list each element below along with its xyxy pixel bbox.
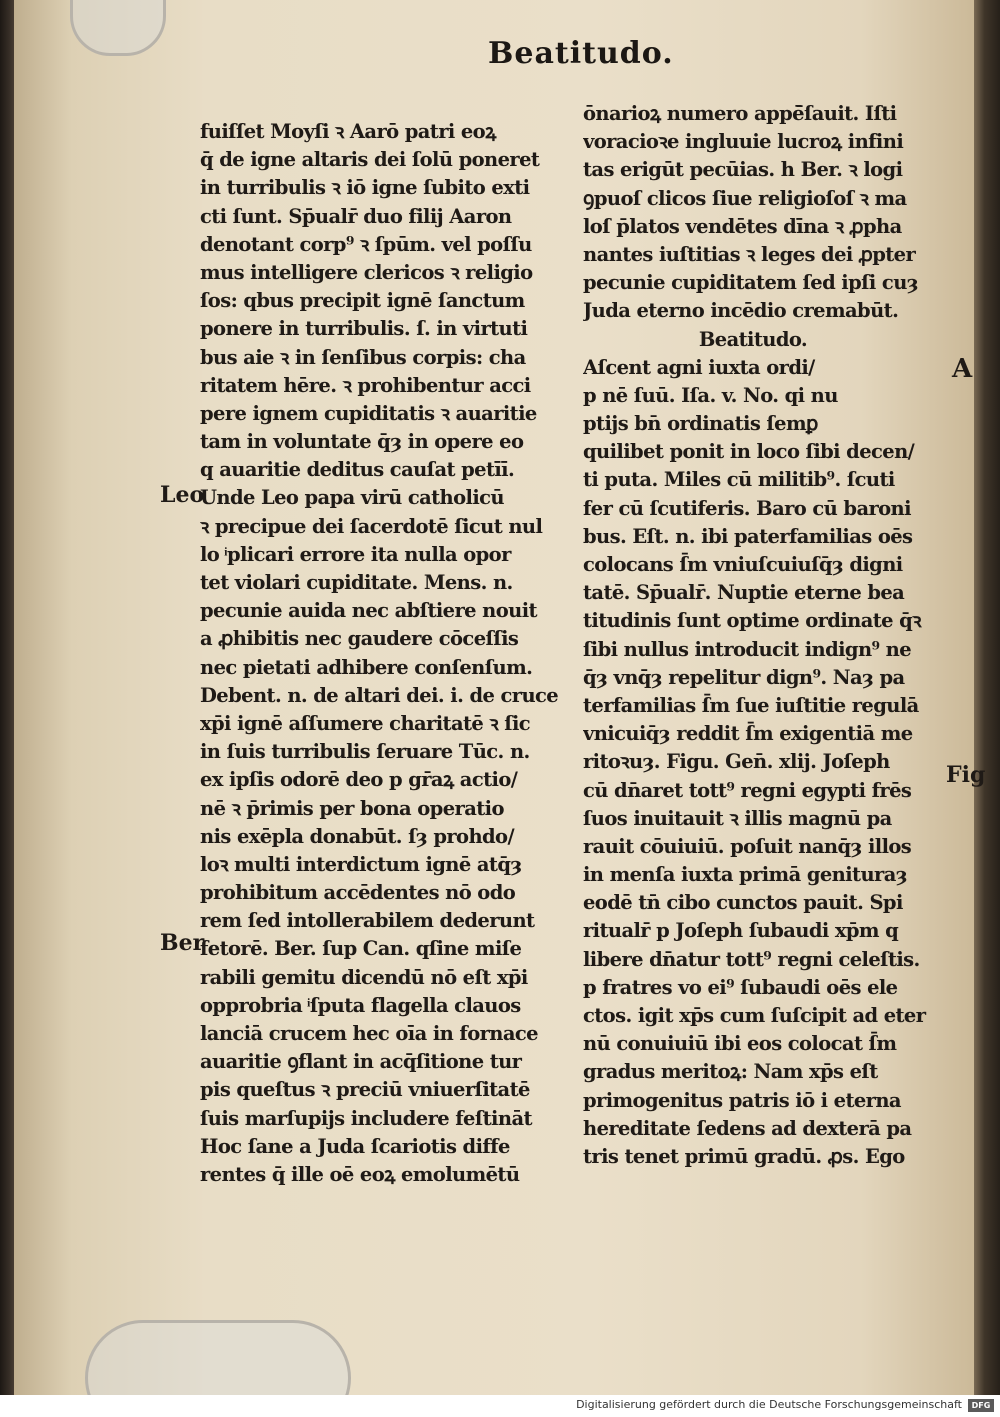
footer-credit: Digitalisierung gefördert durch die Deutsche Forschungsgemeinschaft	[576, 1398, 962, 1411]
footer-bar	[0, 1395, 1000, 1417]
text-line: Hoc ſane a Juda ſcariotis diffe	[200, 1134, 510, 1158]
text-line: opprobria ͥſputa flagella clauos	[200, 993, 521, 1017]
text-line: tam in voluntate q̄ȝ in opere eo	[200, 430, 524, 454]
running-head: Beatitudo.	[488, 36, 674, 71]
text-line: nantes iuſtitias ꝛ leges dei ꝓpter	[583, 242, 916, 266]
text-line: Aſcent agni iuxta ordi/	[583, 355, 815, 379]
text-line: cti ſunt. Sp̄ualr̄ duo filij Aaron	[200, 204, 512, 228]
text-line: fer cū ſcutiferis. Baro cū baroni	[583, 496, 911, 520]
text-line: ſuis marſupijs includere feſtināt	[200, 1106, 532, 1130]
text-line: voracioꝛe ingluuie lucroꝝ infini	[583, 130, 904, 154]
text-line: tatē. Sp̄ualr̄. Nuptie eterne bea	[583, 581, 905, 605]
left-text-column	[200, 118, 580, 1189]
text-line: in ſuis turribulis ſeruare Tūc. n.	[200, 740, 530, 764]
text-line: ſibi nullus introducit indign⁹ ne	[583, 637, 912, 661]
marginal-note-figura: Fig	[946, 762, 986, 788]
text-line: tet violari cupiditate. Mens. n.	[200, 571, 513, 594]
text-line: loſ p̄latos vendētes dīna ꝛ ꝓpha	[583, 214, 902, 238]
text-line: gradus meritoꝝ: Nam xp̄s eſt	[583, 1060, 878, 1084]
text-line: hereditate ſedens ad dexterā pa	[583, 1116, 912, 1140]
text-line: rentes q̄ ille oē eoꝝ emolumētū	[200, 1162, 520, 1186]
text-line: quilibet ponit in loco ſibi decen/	[583, 440, 915, 464]
text-line: terfamilias ſ̄m ſue iuſtitie regulā	[583, 693, 919, 717]
dfg-logo-icon: DFG	[968, 1399, 994, 1412]
right-text-column	[583, 100, 943, 1171]
marginal-note-leo: Leo	[160, 482, 205, 508]
text-line: ꝯpuoſ clicos ſiue religioſoſ ꝛ ma	[583, 186, 907, 210]
text-line: Debent. n. de altari dei. i. de cruce	[200, 683, 559, 707]
text-line: ptijs bn̄ ordinatis ſemꝑ	[583, 412, 818, 436]
text-line: ponere in turribulis. ſ. in virtuti	[200, 317, 528, 341]
text-line: mus intelligere clericos ꝛ religio	[200, 260, 533, 284]
text-line: pere ignem cupiditatis ꝛ auaritie	[200, 401, 537, 425]
text-line: a ꝓhibitis nec gaudere cōceſſis	[200, 627, 519, 651]
text-line: nec pietati adhibere conſenſum.	[200, 655, 533, 679]
text-line: pecunie auida nec abſtiere nouit	[200, 599, 537, 623]
text-line: Juda eterno incēdio cremabūt.	[583, 299, 899, 323]
text-line: cū dn̄aret tott⁹ regni egypti frēs	[583, 778, 912, 802]
text-line: rem ſed intollerabilem dederunt	[200, 909, 535, 933]
text-line: primogenitus patris iō i eterna	[583, 1088, 901, 1112]
text-line: denotant corp⁹ ꝛ ſpūm. vel poſſu	[200, 232, 532, 256]
text-line: rauit cōuiuiū. poſuit nanq̄ȝ illos	[583, 834, 912, 858]
text-line: tas erigūt pecūias. h Ber. ꝛ logi	[583, 158, 903, 182]
text-line: nū conuiuiū ibi eos colocat ſ̄m	[583, 1032, 897, 1056]
text-line: nē ꝛ p̄rimis per bona operatio	[200, 796, 504, 820]
text-line: ꝛ precipue dei ſacerdotē ſicut nul	[200, 514, 543, 538]
text-line: q auaritie deditus cauſat petīī.	[200, 458, 515, 482]
text-line: p fratres vo ei⁹ ſubaudi oēs ele	[583, 975, 898, 999]
text-line: q̄ȝ vnq̄ȝ repelitur dign⁹. Naȝ pa	[583, 665, 905, 689]
text-line: rabili gemitu dicendū nō eſt xp̄i	[200, 965, 528, 989]
text-line: tris tenet primū gradū. ꝓs. Ego	[583, 1144, 905, 1168]
text-line: prohibitum accēdentes nō odo	[200, 881, 516, 905]
text-line: Unde Leo papa virū catholicū	[200, 486, 504, 510]
text-line: ritualr̄ p Joſeph ſubaudi xp̄m q	[583, 919, 899, 943]
text-line: ritoꝛuȝ. Figu. Gen̄. xlij. Joſeph	[583, 750, 890, 774]
text-line: nis exēpla donabūt. ſȝ prohdo/	[200, 824, 514, 848]
text-line: ex ipſis odorē deo p gr̄aꝝ actio/	[200, 768, 518, 792]
text-line: p nē ſuū. Iſa. v. No. qi nu	[583, 383, 838, 407]
text-line: eodē tn̄ cibo cunctos pauit. Spi	[583, 891, 903, 915]
text-line: libere dn̄atur tott⁹ regni celeſtis.	[583, 947, 920, 971]
marginal-initial-a: A	[952, 354, 973, 384]
text-line: titudinis ſunt optime ordinate q̄ꝛ	[583, 609, 921, 633]
marginal-note-ber: Ber	[160, 930, 205, 956]
text-line: in turribulis ꝛ iō igne ſubito exti	[200, 176, 530, 200]
section-heading: Beatitudo.	[698, 327, 808, 351]
text-line: xp̄i ignē aſſumere charitatē ꝛ ſic	[200, 711, 531, 735]
text-line: in menſa iuxta primā genituraȝ	[583, 863, 907, 887]
text-line: bus aie ꝛ in ſenſibus corpis: cha	[200, 345, 526, 369]
text-line: loꝛ multi interdictum ignē atq̄ȝ	[200, 852, 522, 876]
page-edge	[974, 0, 1000, 1395]
text-line: bus. Eſt. n. ibi paterfamilias oēs	[583, 524, 913, 548]
text-line: lo ͥplicari errore ita nulla opor	[200, 542, 511, 566]
text-line: fetorē. Ber. ſup Can. qſine miſe	[200, 937, 522, 961]
text-line: pis queſtus ꝛ preciū vniuerſitatē	[200, 1078, 530, 1102]
text-line: q̄ de igne altaris dei ſolū poneret	[200, 148, 540, 172]
text-line: fuiſſet Moyſi ꝛ Aarō patri eoꝝ	[200, 120, 496, 143]
text-line: lanciā crucem hec oīa in fornace	[200, 1022, 538, 1045]
text-line: auaritie ꝯflant in acq̄ſitione tur	[200, 1050, 522, 1074]
text-line: pecunie cupiditatem ſed ipſi cuȝ	[583, 271, 919, 295]
text-line: ōnarioꝝ numero appē̄ſauit. Iſti	[583, 102, 897, 125]
text-line: ctos. igit xp̄s cum ſuſcipit ad eter	[583, 1004, 926, 1027]
text-line: ritatem hēre. ꝛ prohibentur acci	[200, 373, 531, 397]
text-line: ti puta. Miles cū militib⁹. ſcuti	[583, 468, 895, 492]
text-line: ſuos inuitauit ꝛ illis magnū pa	[583, 806, 892, 830]
text-line: colocans ſ̄m vniuſcuiuſq̄ȝ digni	[583, 553, 903, 576]
text-line: vnicuiq̄ȝ reddit ſ̄m exigentiā me	[583, 722, 913, 746]
text-line: ſos: qbus precipit ignē ſanctum	[200, 289, 525, 313]
